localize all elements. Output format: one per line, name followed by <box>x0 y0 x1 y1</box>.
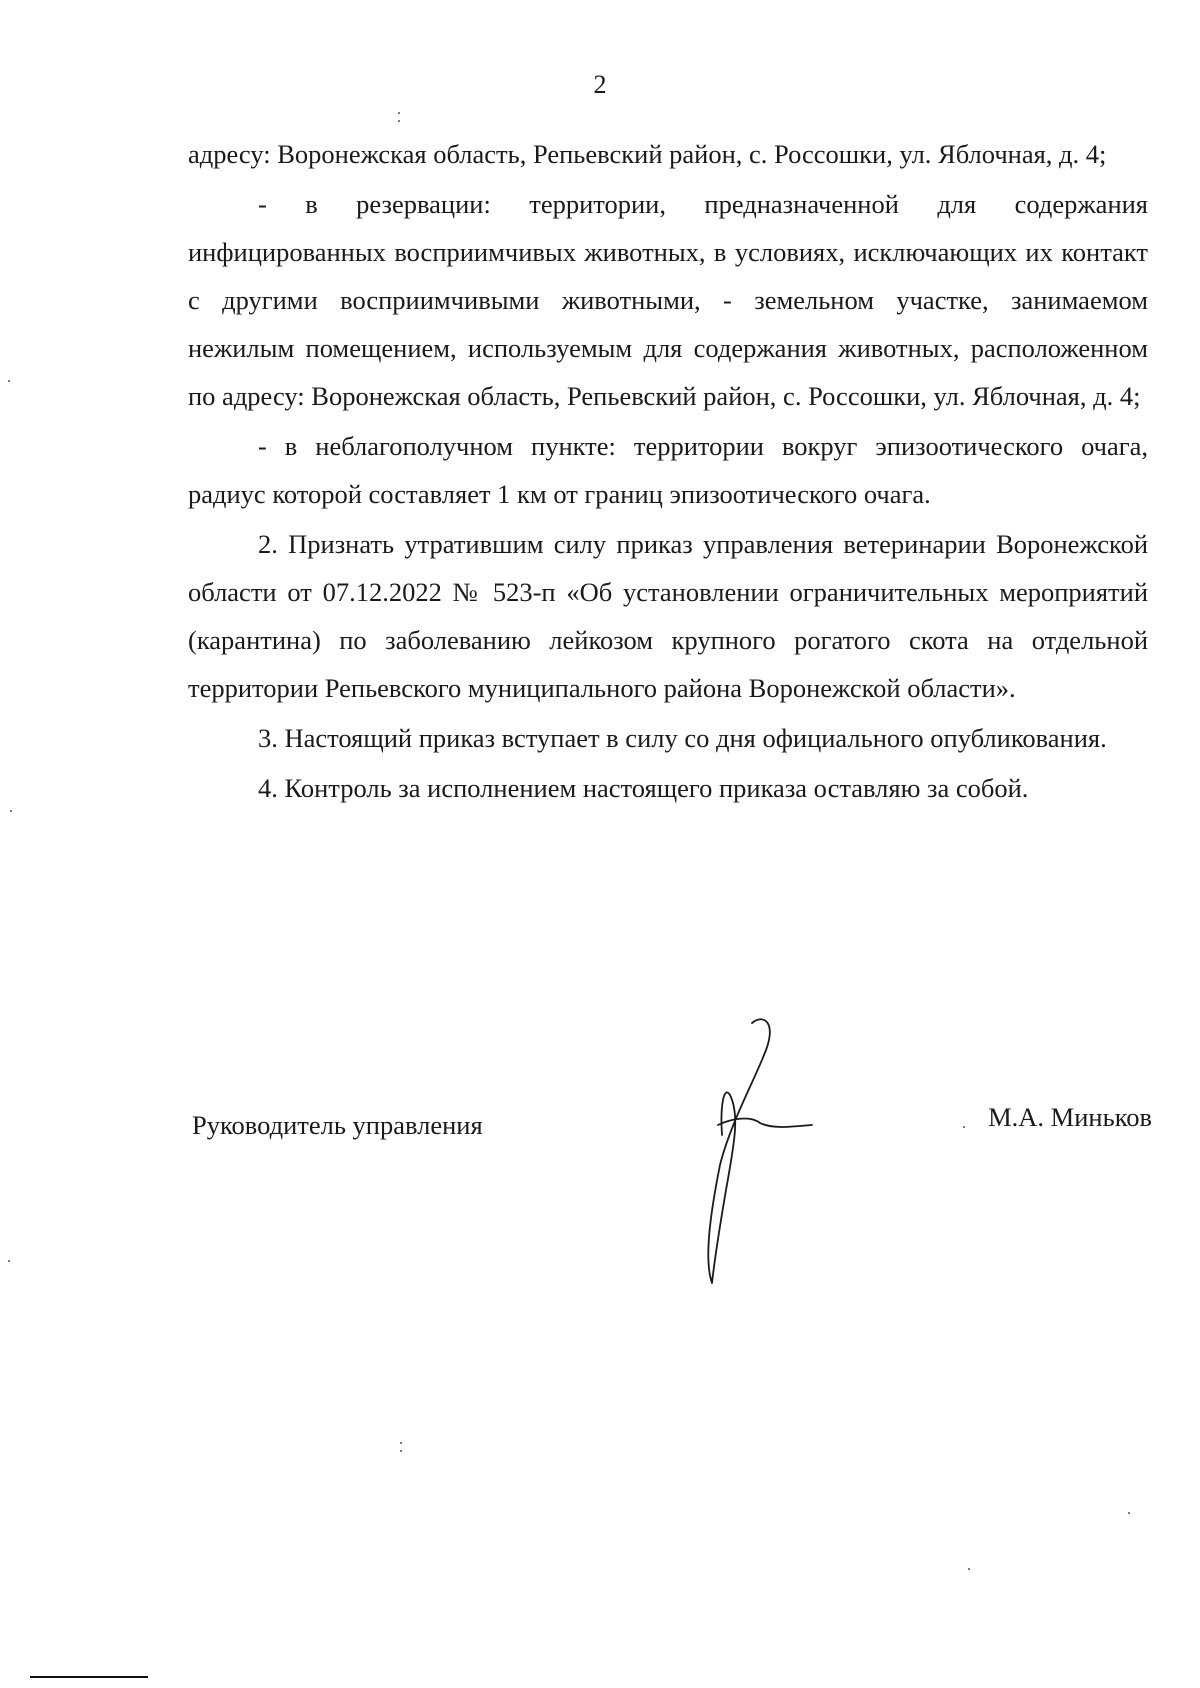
scan-speck <box>398 112 400 114</box>
signer-position: Руководитель управления <box>192 1110 483 1140</box>
scan-speck <box>400 1450 402 1452</box>
scan-speck <box>10 810 12 812</box>
scan-speck <box>968 1568 970 1570</box>
scan-speck <box>1128 1512 1130 1514</box>
scan-speck <box>8 380 10 382</box>
handwritten-signature-icon <box>690 1015 820 1295</box>
page-number: 2 <box>593 70 607 99</box>
scan-speck <box>398 120 400 122</box>
paragraph-unfavorable-point: - в неблагополучном пункте: территории вокруг эпизоотического очага, радиус которой составляет 1 км от границ эпизоотического очага. <box>188 431 1148 509</box>
paragraph-address-continuation: адресу: Воронежская область, Репьевский район, с. Россошки, ул. Яблочная, д. 4; <box>188 139 1107 169</box>
signer-name: М.А. Миньков <box>988 1102 1152 1132</box>
paragraph-item-2: 2. Признать утратившим силу приказ управления ветеринарии Воронежской области от 07.12.2022 № 523-п «Об установлении ограничительных мероприятий (карантина) по заболеванию лейкозом крупного рогатого скота на отдельной территории Репьевского муниципального района Воронежской области». <box>188 529 1148 703</box>
paragraph-reservation: - в резервации: территории, предназначенной для содержания инфицированных восприимчивых животных, в условиях, исключающих их контакт с другими восприимчивыми животными, - земельном участке, занимаемом нежилым помещением, используемым для содержания животных, расположенном по адресу: Воронежская область, Репьевский район, с. Россошки, ул. Яблочная, д. 4; <box>188 189 1148 411</box>
paragraph-item-3: 3. Настоящий приказ вступает в силу со дня официального опубликования. <box>258 723 1107 753</box>
scan-speck <box>963 1126 965 1128</box>
scan-speck <box>8 1260 10 1262</box>
scan-edge-line <box>30 1676 148 1678</box>
paragraph-item-4: 4. Контроль за исполнением настоящего приказа оставляю за собой. <box>258 773 1029 803</box>
document-body <box>188 130 1148 812</box>
scan-speck <box>400 1442 402 1444</box>
